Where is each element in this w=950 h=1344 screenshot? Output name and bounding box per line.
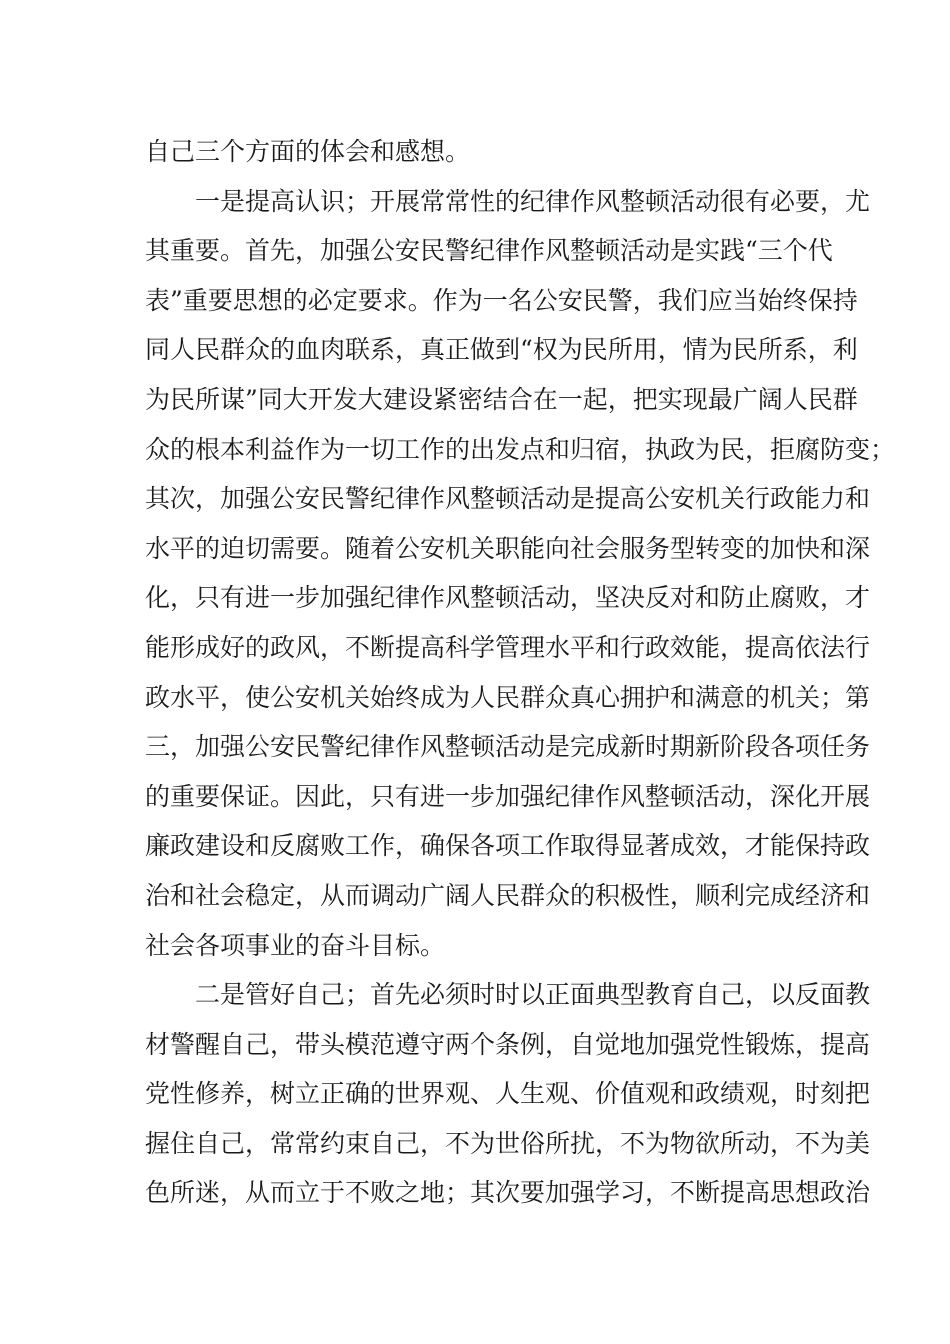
text-line: 三，加强公安民警纪律作风整顿活动是完成新时期新阶段各项任务 bbox=[145, 732, 871, 762]
text-line: 能形成好的政风，不断提高科学管理水平和行政效能，提高依法行 bbox=[145, 632, 871, 662]
text-line: 自己三个方面的体会和感想。 bbox=[145, 137, 471, 166]
text-line: 为民所谋”同大开发大建设紧密结合在一起，把实现最广阔人民群 bbox=[145, 384, 858, 414]
text-line: 表”重要思想的必定要求。作为一名公安民警，我们应当始终保持 bbox=[145, 285, 858, 315]
text-line: 其重要。首先，加强公安民警纪律作风整顿活动是实践“三个代 bbox=[145, 236, 833, 266]
paragraph-first-line: 一是提高认识；开展常常性的纪律作风整顿活动很有必要，尤 bbox=[195, 186, 871, 216]
text-line: 色所迷，从而立于不败之地；其次要加强学习，不断提高思想政治 bbox=[145, 1178, 871, 1208]
text-line: 化，只有进一步加强纪律作风整顿活动，坚决反对和防止腐败，才 bbox=[145, 583, 871, 613]
text-line: 同人民群众的血肉联系，真正做到“权为民所用，情为民所系，利 bbox=[145, 335, 858, 365]
text-line: 廉政建设和反腐败工作，确保各项工作取得显著成效，才能保持政 bbox=[145, 831, 871, 861]
text-line: 党性修养，树立正确的世界观、人生观、价值观和政绩观，时刻把 bbox=[145, 1079, 871, 1109]
body-text bbox=[145, 127, 896, 1218]
text-line: 政水平，使公安机关始终成为人民群众真心拥护和满意的机关；第 bbox=[145, 682, 871, 712]
text-line: 治和社会稳定，从而调动广阔人民群众的积极性，顺利完成经济和 bbox=[145, 880, 871, 910]
text-line: 社会各项事业的奋斗目标。 bbox=[145, 930, 446, 960]
text-line: 材警醒自己，带头模范遵守两个条例，自觉地加强党性锻炼，提高 bbox=[145, 1029, 871, 1059]
text-line: 其次，加强公安民警纪律作风整顿活动是提高公安机关行政能力和 bbox=[145, 484, 871, 514]
text-line: 水平的迫切需要。随着公安机关职能向社会服务型转变的加快和深 bbox=[145, 533, 871, 563]
text-line: 的重要保证。因此，只有进一步加强纪律作风整顿活动，深化开展 bbox=[145, 781, 871, 811]
text-line: 众的根本利益作为一切工作的出发点和归宿，执政为民，拒腐防变； bbox=[145, 434, 896, 464]
paragraph-first-line: 二是管好自己；首先必须时时以正面典型教育自己，以反面教 bbox=[195, 980, 871, 1010]
text-line: 握住自己，常常约束自己，不为世俗所扰，不为物欲所动，不为美 bbox=[145, 1128, 871, 1158]
